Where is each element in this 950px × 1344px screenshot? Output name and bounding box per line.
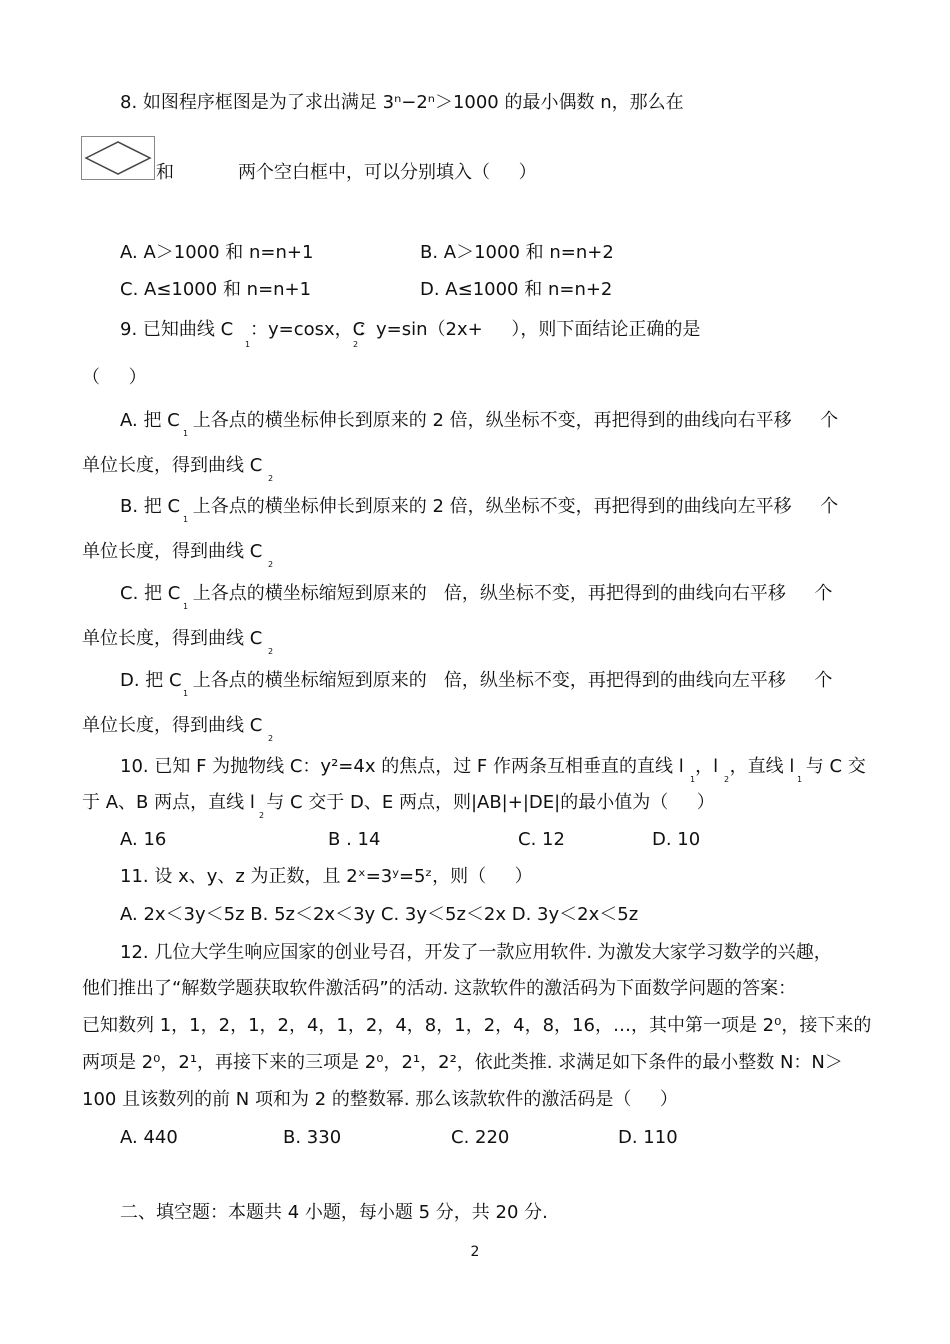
q11-stem: 11. 设 x、y、z 为正数，且 2ˣ=3ʸ=5ᶻ，则（ ） (120, 866, 533, 887)
q9-option-b-part1: B. 把 C (120, 496, 181, 517)
q12-option-b: B. 330 (283, 1127, 342, 1148)
q10-stem-line1: 10. 已知 F 为抛物线 C：y²=4x 的焦点，过 F 作两条互相垂直的直线 l ，l ，直线 l 与 C 交 (120, 756, 866, 777)
q9-option-a-part1: A. 把 C (120, 410, 180, 431)
q9-sub-2: 2 (353, 340, 359, 349)
q8-option-d: D. A≤1000 和 n=n+2 (420, 279, 613, 300)
q9-stem-part3: ：y=sin（2x+ ），则下面结论正确的是 (358, 319, 701, 340)
q10-sub-l2: 2 (724, 775, 730, 784)
q11-options: A. 2x＜3y＜5z B. 5z＜2x＜3y C. 3y＜5z＜2x D. 3y＜2x＜5z (120, 904, 639, 925)
q9-option-a-line2: 单位长度，得到曲线 C (82, 455, 263, 476)
q10-option-d: D. 10 (652, 829, 701, 850)
q9-option-d-line2: 单位长度，得到曲线 C (82, 715, 263, 736)
q9-option-a-line2-sub: 2 (268, 474, 274, 483)
q9-stem-part1: 9. 已知曲线 C (120, 319, 234, 340)
q9-option-b-sub: 1 (183, 515, 189, 524)
q9-option-c-sub: 1 (183, 602, 189, 611)
q9-option-c-line2: 单位长度，得到曲线 C (82, 628, 263, 649)
q9-option-d-line2-sub: 2 (268, 734, 274, 743)
section-2-heading: 二、填空题：本题共 4 小题，每小题 5 分，共 20 分. (120, 1202, 548, 1223)
q9-sub-1: 1 (245, 340, 251, 349)
q12-line2: 他们推出了“解数学题获取软件激活码”的活动. 这款软件的激活码为下面数学问题的答案： (82, 978, 797, 999)
q10-sub-l1b: 1 (797, 775, 803, 784)
q12-option-c: C. 220 (451, 1127, 510, 1148)
q8-option-c: C. A≤1000 和 n=n+1 (120, 279, 312, 300)
q12-option-d: D. 110 (618, 1127, 678, 1148)
q9-option-c-line2-sub: 2 (268, 647, 274, 656)
q9-option-b-line2: 单位长度，得到曲线 C (82, 541, 263, 562)
q12-option-a: A. 440 (120, 1127, 178, 1148)
q8-stem: 8. 如图程序框图是为了求出满足 3ⁿ−2ⁿ＞1000 的最小偶数 n，那么在 (120, 92, 684, 113)
q9-option-b-line2-sub: 2 (268, 560, 274, 569)
q10-sub-l1: 1 (690, 775, 696, 784)
q9-answer-paren: （ ） (82, 367, 147, 388)
q10-sub-l2b: 2 (259, 811, 265, 820)
q9-option-d-part1: D. 把 C (120, 670, 182, 691)
flowchart-decision-diamond-icon (81, 136, 155, 180)
q9-option-a-sub: 1 (183, 429, 189, 438)
q9-option-a-part2: 上各点的横坐标伸长到原来的 2 倍，纵坐标不变，再把得到的曲线向右平移 个 (187, 410, 839, 431)
q8-stem-blanks: 两个空白框中，可以分别填入（ ） (238, 162, 537, 183)
q9-option-d-part2: 上各点的横坐标缩短到原来的 倍，纵坐标不变，再把得到的曲线向左平移 个 (187, 670, 833, 691)
q9-option-d-sub: 1 (183, 689, 189, 698)
q9-option-b-part2: 上各点的横坐标伸长到原来的 2 倍，纵坐标不变，再把得到的曲线向左平移 个 (187, 496, 839, 517)
q9-stem-part2: ：y=cosx，C (250, 319, 366, 340)
q10-stem-line2: 于 A、B 两点，直线 l 与 C 交于 D、E 两点，则|AB|+|DE|的最小值为（ ） (82, 792, 715, 813)
page-number: 2 (470, 1244, 480, 1260)
q8-option-a: A. A＞1000 和 n=n+1 (120, 242, 314, 263)
q9-option-c-part2: 上各点的横坐标缩短到原来的 倍，纵坐标不变，再把得到的曲线向右平移 个 (187, 583, 833, 604)
q12-line4: 两项是 2⁰，2¹，再接下来的三项是 2⁰，2¹，2²，依此类推. 求满足如下条件的最小整数 N：N＞ (82, 1052, 843, 1073)
q8-option-b: B. A＞1000 和 n=n+2 (420, 242, 614, 263)
q10-option-b: B . 14 (328, 829, 381, 850)
q12-line3: 已知数列 1，1，2，1，2，4，1，2，4，8，1，2，4，8，16，…，其中第一项是 2⁰，接下来的 (82, 1015, 872, 1036)
q9-option-c-part1: C. 把 C (120, 583, 181, 604)
q8-stem-and: 和 (156, 162, 174, 183)
q12-line5: 100 且该数列的前 N 项和为 2 的整数幂. 那么该款软件的激活码是（ ） (82, 1089, 678, 1110)
q12-line1: 12. 几位大学生响应国家的创业号召，开发了一款应用软件. 为激发大家学习数学的兴趣， (120, 942, 832, 963)
q10-option-c: C. 12 (518, 829, 565, 850)
q10-option-a: A. 16 (120, 829, 167, 850)
